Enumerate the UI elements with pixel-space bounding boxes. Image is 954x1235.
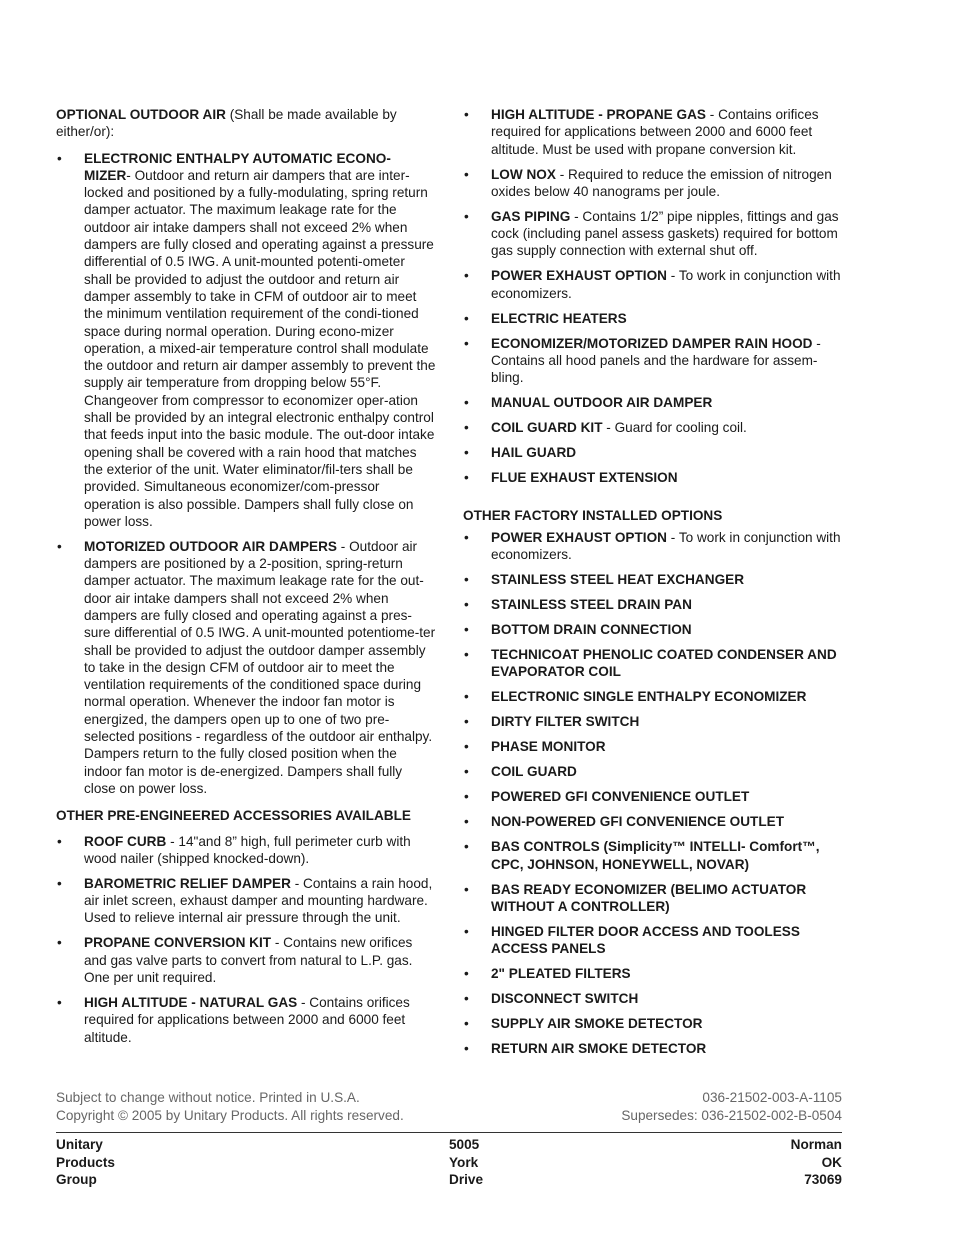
- item-text: - Outdoor air dampers are positioned by a 2-position, spring-return damper actuator. The maximum leakage rate for the out-door air intake dampers shall not exceed 2% when dampers are fully closed and operating against a pres-sure differential of 0.5 IWG. A unit-mounted potentiome-ter shall be provided to adjust the outdoor damper assembly to take in the design CFM of outdoor air to meet the ventilation requirements of the conditioned space during normal operation. Whenever the indoor fan motor is energized, the dampers open up to one of two pre-selected positions - regardless of the outdoor air enthalpy. Dampers return to the fully closed position when the indoor fan motor is de-energized. Dampers shall fully close on power loss.: [84, 538, 436, 796]
- address-line: 73069: [804, 1172, 842, 1187]
- item-text: - Required to reduce the emission of nitrogen oxides below 40 nanograms per joule.: [491, 166, 832, 199]
- bullet: •: [464, 966, 469, 982]
- item-title: ROOF CURB: [84, 833, 167, 849]
- item-title: BOTTOM DRAIN CONNECTION: [491, 622, 692, 638]
- item-title: ELECTRONIC SINGLE ENTHALPY ECONOMIZER: [491, 689, 807, 705]
- doc-number: 036-21502-003-A-1105: [702, 1090, 842, 1105]
- item-text: - Contains 1/2” pipe nipples, fittings and gas cock (including panel assess gaskets) required for bottom gas supply connection with external shut off.: [491, 208, 839, 259]
- address-line: Drive: [449, 1172, 484, 1187]
- list-item: [463, 394, 845, 411]
- item-text: - Outdoor and return air dampers that are inter-locked and positioned by a fully-modulating, spring return damper actuator. The maximum leakage rate for the outdoor air intake dampers shall not exceed 2% when dampers are fully closed and operating against a pressure differential of 0.5 IWG. A unit-mounted potenti-ometer shall be provided to adjust the outdoor and return air damper assembly to take in CFM of outdoor air to meet the minimum ventilation requirement of the condi-tioned space during normal operation. During econo-mizer operation, a mixed-air temperature control shall modulate the outdoor and return air damper assembly to prevent the supply air temperature from dropping below 55°F. Changeover from compressor to economizer oper-ation shall be provided by an integral electronic enthalpy control that feeds input into the basic module. The out-door intake opening shall be covered with a rain hood that matches the exterior of the unit. Water eliminator/fil-ters shall be provided. Simultaneous economizer/com-pressor operation is also possible. Dampers shall fully close on power loss.: [84, 167, 436, 529]
- bullet: •: [57, 995, 62, 1010]
- bullet: •: [464, 470, 469, 486]
- bullet: •: [57, 935, 62, 951]
- accessories-list-continued: [463, 106, 845, 487]
- item-text: - Contains all hood panels and the hardware for assem-bling.: [491, 335, 821, 386]
- pre-engineered-accessories-heading: OTHER PRE-ENGINEERED ACCESSORIES AVAILABLE: [56, 808, 411, 824]
- bullet: •: [57, 150, 62, 166]
- item-title: STAINLESS STEEL HEAT EXCHANGER: [491, 572, 745, 588]
- address-line: Products: [56, 1154, 115, 1170]
- item-text: - Contains new orifices and gas valve parts to convert from natural to L.P. gas. One per unit required.: [84, 935, 413, 986]
- list-item: [463, 596, 845, 613]
- list-item: [463, 646, 845, 681]
- bullet: •: [464, 814, 469, 830]
- bullet: •: [57, 875, 62, 891]
- bullet: •: [464, 689, 469, 705]
- notice-line: Subject to change without notice. Printed in U.S.A.: [56, 1090, 360, 1105]
- list-item: [463, 838, 845, 873]
- item-text: - Contains a rain hood, air inlet screen, exhaust damper and mounting hardware. Used to relieve internal air pressure through the unit.: [84, 875, 433, 926]
- list-item: [56, 833, 436, 868]
- item-title: PHASE MONITOR: [491, 739, 606, 755]
- list-item: [463, 267, 845, 302]
- list-item: [463, 965, 845, 982]
- item-title: COIL GUARD: [491, 764, 577, 780]
- footer-doc-info: [462, 1089, 842, 1125]
- list-item: [463, 1040, 845, 1057]
- item-title: NON-POWERED GFI CONVENIENCE OUTLET: [491, 814, 785, 830]
- list-item: [463, 571, 845, 588]
- list-item: [463, 990, 845, 1007]
- bullet: •: [464, 881, 469, 897]
- list-item: [463, 788, 845, 805]
- item-title: GAS PIPING: [491, 208, 571, 224]
- right-column: [463, 106, 845, 1065]
- bullet: •: [464, 529, 469, 545]
- bullet: •: [57, 833, 62, 849]
- item-title: FLUE EXHAUST EXTENSION: [491, 470, 678, 486]
- bullet: •: [464, 714, 469, 730]
- factory-options-list: [463, 529, 845, 1058]
- item-title: HIGH ALTITUDE - NATURAL GAS: [84, 995, 298, 1010]
- list-item: [463, 813, 845, 830]
- item-title: BAROMETRIC RELIEF DAMPER: [84, 875, 291, 891]
- list-item: [463, 335, 845, 387]
- list-item: [463, 763, 845, 780]
- address-line: York: [449, 1154, 479, 1170]
- item-title: MOTORIZED OUTDOOR AIR DAMPERS: [84, 538, 337, 554]
- item-title: POWER EXHAUST OPTION: [491, 529, 667, 545]
- address-line: Unitary: [56, 1137, 103, 1152]
- bullet: •: [464, 739, 469, 755]
- list-item: [463, 621, 845, 638]
- address-line: 5005: [449, 1137, 480, 1152]
- optional-outdoor-air-intro: [56, 106, 436, 141]
- item-title: POWER EXHAUST OPTION: [491, 268, 667, 284]
- item-text: - 14"and 8” high, full perimeter curb with wood nailer (shipped knocked-down).: [84, 833, 411, 866]
- bullet: •: [464, 789, 469, 805]
- bullet: •: [464, 445, 469, 461]
- copyright-line: Copyright © 2005 by Unitary Products. All rights reserved.: [56, 1108, 404, 1123]
- item-title: LOW NOX: [491, 166, 556, 182]
- item-title: SUPPLY AIR SMOKE DETECTOR: [491, 1016, 703, 1032]
- list-item: [463, 444, 845, 461]
- item-title: MANUAL OUTDOOR AIR DAMPER: [491, 395, 713, 411]
- bullet: •: [464, 310, 469, 326]
- address-line: OK: [821, 1154, 842, 1170]
- bullet: •: [464, 335, 469, 351]
- list-item: [56, 994, 436, 1046]
- item-title: DISCONNECT SWITCH: [491, 991, 639, 1007]
- list-item: [463, 688, 845, 705]
- bullet: •: [464, 597, 469, 613]
- item-title: COIL GUARD KIT: [491, 420, 603, 436]
- bullet: •: [464, 572, 469, 588]
- item-title: RETURN AIR SMOKE DETECTOR: [491, 1041, 707, 1057]
- bullet: •: [464, 268, 469, 284]
- outdoor-air-list: [56, 150, 436, 798]
- item-title: HIGH ALTITUDE - PROPANE GAS: [491, 107, 706, 122]
- bullet: •: [464, 208, 469, 224]
- bullet: •: [464, 420, 469, 436]
- list-item: [463, 713, 845, 730]
- item-text: - Contains orifices required for applications between 2000 and 6000 feet altitude.: [84, 995, 410, 1045]
- list-item: [56, 934, 436, 986]
- accessories-list: [56, 833, 436, 1046]
- item-title: TECHNICOAT PHENOLIC COATED CONDENSER AND EVAPORATOR COIL: [491, 647, 837, 680]
- list-item: [56, 150, 436, 531]
- item-title: DIRTY FILTER SWITCH: [491, 714, 640, 730]
- item-text: - To work in conjunction with economizers.: [491, 268, 841, 301]
- bullet: •: [464, 1041, 469, 1057]
- bullet: •: [464, 923, 469, 939]
- supersedes-line: Supersedes: 036-21502-002-B-0504: [621, 1108, 842, 1123]
- bullet: •: [464, 622, 469, 638]
- list-item: [463, 208, 845, 260]
- list-item: [463, 923, 845, 958]
- address-city: [722, 1136, 842, 1189]
- list-item: [463, 529, 845, 564]
- list-item: [56, 875, 436, 927]
- list-item: [463, 166, 845, 201]
- bullet: •: [464, 395, 469, 411]
- list-item: [463, 419, 845, 436]
- list-item: [463, 469, 845, 486]
- factory-options-heading: OTHER FACTORY INSTALLED OPTIONS: [463, 507, 723, 523]
- bullet: •: [464, 764, 469, 780]
- item-title: HINGED FILTER DOOR ACCESS AND TOOLESS ACCESS PANELS: [491, 923, 800, 957]
- bullet: •: [464, 166, 469, 182]
- bullet: •: [57, 538, 62, 554]
- item-text: - Guard for cooling coil.: [602, 420, 747, 436]
- item-title: BAS CONTROLS (Simplicity™ INTELLI- Comfort™, CPC, JOHNSON, HONEYWELL, NOVAR): [491, 839, 820, 872]
- left-column: [56, 106, 436, 1054]
- optional-outdoor-air-note: (Shall be made available by either/or):: [56, 107, 397, 140]
- item-text: - Contains orifices required for applications between 2000 and 6000 feet altitude. Must be used with propane conversion kit.: [491, 107, 819, 157]
- address-line: Norman: [790, 1137, 842, 1152]
- item-title: ELECTRIC HEATERS: [491, 310, 627, 326]
- bullet: •: [464, 1016, 469, 1032]
- address-street: [449, 1136, 569, 1189]
- address-line: Group: [56, 1172, 97, 1187]
- item-title: HAIL GUARD: [491, 445, 577, 461]
- list-item: [463, 738, 845, 755]
- item-text: - To work in conjunction with economizers.: [491, 529, 841, 563]
- item-title: ECONOMIZER/MOTORIZED DAMPER RAIN HOOD: [491, 335, 813, 351]
- bullet: •: [464, 991, 469, 1007]
- list-item: [463, 1015, 845, 1032]
- bullet: •: [464, 647, 469, 663]
- list-item: [56, 538, 436, 797]
- item-title: ELECTRONIC ENTHALPY AUTOMATIC ECONO-MIZER: [84, 150, 391, 183]
- bullet: •: [464, 839, 469, 855]
- item-title: 2" PLEATED FILTERS: [491, 966, 631, 982]
- list-item: [463, 881, 845, 916]
- item-title: BAS READY ECONOMIZER (BELIMO ACTUATOR WITHOUT A CONTROLLER): [491, 881, 807, 914]
- footer-divider: [56, 1132, 842, 1133]
- item-title: PROPANE CONVERSION KIT: [84, 935, 272, 951]
- item-title: STAINLESS STEEL DRAIN PAN: [491, 597, 692, 613]
- footer-notice: [56, 1089, 456, 1125]
- bullet: •: [464, 107, 469, 122]
- item-title: POWERED GFI CONVENIENCE OUTLET: [491, 789, 750, 805]
- optional-outdoor-air-heading: OPTIONAL OUTDOOR AIR: [56, 107, 226, 122]
- list-item: [463, 106, 845, 158]
- list-item: [463, 310, 845, 327]
- address-company: [56, 1136, 176, 1189]
